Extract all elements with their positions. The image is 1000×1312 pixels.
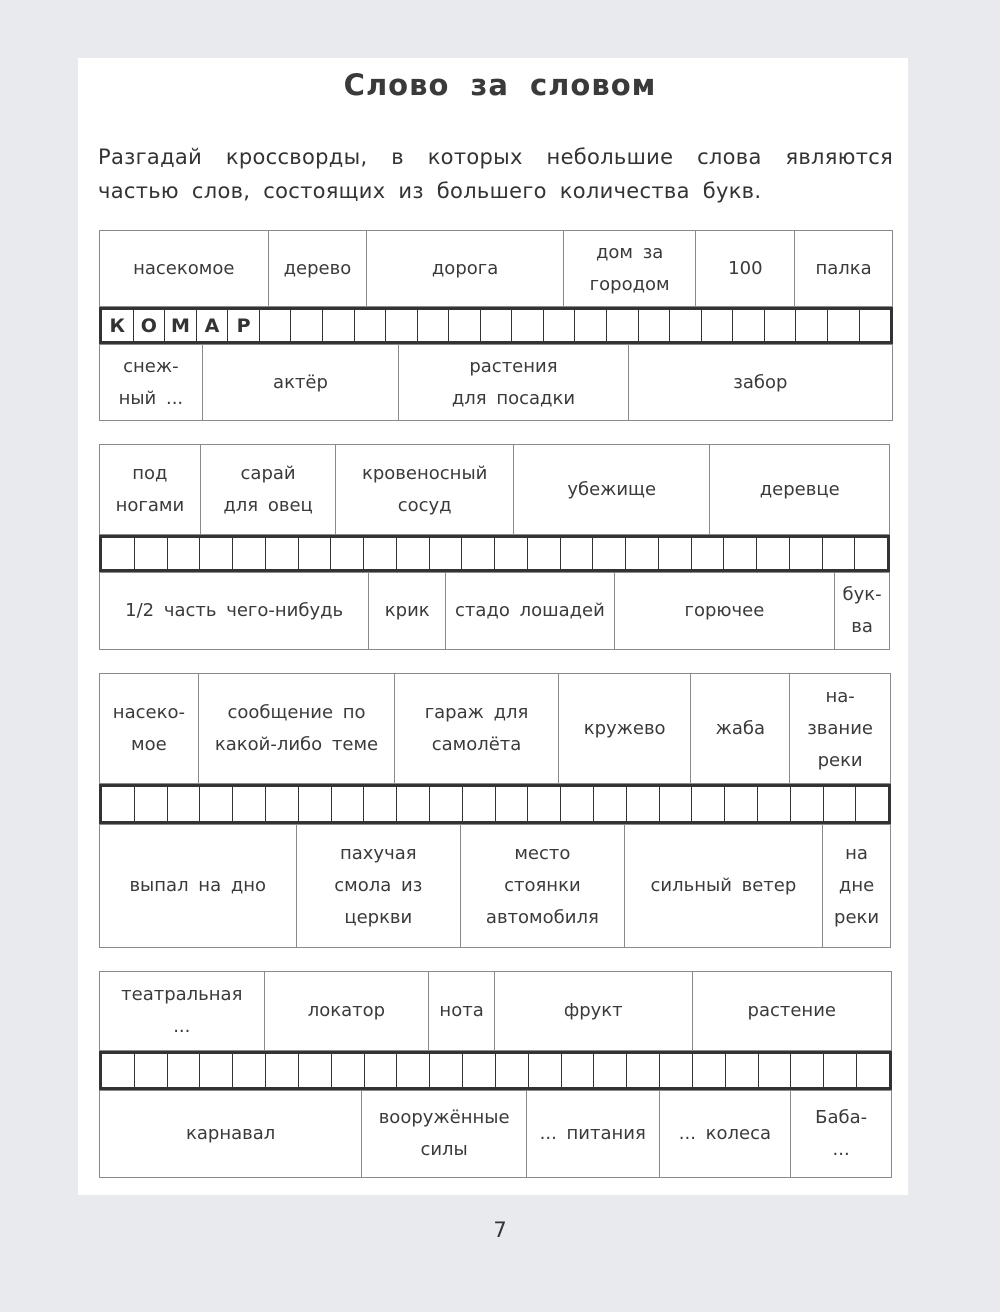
grid-cell[interactable]: [135, 787, 168, 821]
clue-cell: убежище: [514, 445, 711, 534]
grid-cell[interactable]: [639, 310, 671, 341]
top-clue-row: [99, 444, 890, 535]
grid-cell[interactable]: [496, 787, 529, 821]
grid-cell[interactable]: [200, 787, 233, 821]
grid-cell[interactable]: [200, 1054, 233, 1087]
clue-cell: насекомое: [100, 231, 269, 306]
clue-cell: крик: [369, 573, 446, 649]
grid-cell[interactable]: [200, 538, 233, 569]
grid-cell[interactable]: [824, 1054, 857, 1087]
clue-cell: выпал на дно: [100, 825, 297, 947]
clue-cell: дорога: [367, 231, 564, 306]
grid-cell[interactable]: [266, 538, 299, 569]
grid-cell[interactable]: [102, 787, 135, 821]
clue-cell: место стоянки автомобиля: [461, 825, 625, 947]
grid-cell[interactable]: [594, 1054, 627, 1087]
grid-cell[interactable]: [562, 1054, 595, 1087]
clue-cell: под ногами: [100, 445, 201, 534]
grid-cell[interactable]: [233, 538, 266, 569]
clue-cell: растение: [747, 1000, 836, 1021]
grid-cell[interactable]: [355, 310, 387, 341]
clue-cell: карнавал: [100, 1091, 362, 1177]
grid-cell[interactable]: [332, 787, 365, 821]
grid-cell[interactable]: [824, 787, 857, 821]
clue-cell: стадо лошадей: [446, 573, 615, 649]
clue-cell: дом за городом: [564, 231, 697, 306]
grid-cell[interactable]: [260, 310, 292, 341]
grid-cell[interactable]: [102, 1054, 135, 1087]
grid-cell[interactable]: [386, 310, 418, 341]
grid-cell[interactable]: [463, 1054, 496, 1087]
clue-cell: театральная ...: [100, 972, 265, 1050]
clue-cell: ... питания: [527, 1091, 660, 1177]
grid-cell[interactable]: [332, 1054, 365, 1087]
clue-cell: сообщение по какой-либо теме: [199, 674, 395, 783]
grid-cell[interactable]: [791, 1054, 824, 1087]
grid-cell[interactable]: [627, 787, 660, 821]
clue-cell: на- звание реки: [807, 685, 873, 771]
grid-cell[interactable]: [299, 787, 332, 821]
grid-cell[interactable]: [495, 538, 528, 569]
grid-cell[interactable]: [724, 538, 757, 569]
grid-cell[interactable]: [796, 310, 828, 341]
grid-cell[interactable]: [758, 787, 791, 821]
grid-cell[interactable]: [593, 538, 626, 569]
clue-cell: пахучая смола из церкви: [297, 825, 462, 947]
answer-grid: [99, 307, 893, 344]
clue-cell: вооружённые силы: [362, 1091, 527, 1177]
grid-cell[interactable]: [828, 310, 860, 341]
grid-cell[interactable]: [463, 787, 496, 821]
grid-cell[interactable]: [759, 1054, 792, 1087]
clue-cell: бук- ва: [842, 584, 882, 637]
grid-cell[interactable]: [702, 310, 734, 341]
bottom-clue-row: [99, 572, 890, 650]
clue-cell: фрукт: [495, 972, 693, 1050]
clue-cell: сильный ветер: [625, 825, 823, 947]
clue-cell: 100: [696, 231, 795, 306]
grid-cell[interactable]: [528, 787, 561, 821]
grid-cell[interactable]: [168, 538, 201, 569]
grid-cell[interactable]: [365, 1054, 398, 1087]
clue-cell: сарай для овец: [201, 445, 337, 534]
clue-cell: локатор: [265, 972, 430, 1050]
grid-cell[interactable]: [364, 538, 397, 569]
clue-cell: Баба- ...: [815, 1107, 868, 1160]
clue-cell: забор: [733, 371, 788, 393]
grid-cell[interactable]: [233, 1054, 266, 1087]
clue-cell: кружево: [559, 674, 692, 783]
grid-cell[interactable]: [561, 787, 594, 821]
grid-cell[interactable]: [529, 1054, 562, 1087]
grid-cell[interactable]: [733, 310, 765, 341]
grid-cell[interactable]: [512, 310, 544, 341]
grid-cell[interactable]: [660, 1054, 693, 1087]
grid-cell[interactable]: [607, 310, 639, 341]
grid-cell[interactable]: [528, 538, 561, 569]
grid-cell[interactable]: [757, 538, 790, 569]
grid-cell[interactable]: [670, 310, 702, 341]
clue-cell: актёр: [203, 345, 400, 420]
grid-cell[interactable]: [102, 538, 135, 569]
grid-cell[interactable]: М: [165, 310, 197, 341]
instructions-line-2: частью слов, состоящих из большего количества букв.: [98, 179, 762, 203]
grid-cell[interactable]: [481, 310, 513, 341]
grid-cell[interactable]: [790, 538, 823, 569]
top-clue-row: [99, 230, 893, 307]
bottom-clue-row: [99, 1090, 892, 1178]
grid-cell[interactable]: [299, 1054, 332, 1087]
grid-cell[interactable]: [397, 787, 430, 821]
answer-grid: [99, 535, 890, 572]
clue-cell: кровеносный сосуд: [336, 445, 514, 534]
grid-cell[interactable]: [449, 310, 481, 341]
clue-cell: насеко- мое: [100, 674, 199, 783]
grid-cell[interactable]: [291, 310, 323, 341]
grid-cell[interactable]: [626, 538, 659, 569]
clue-cell: деревце: [759, 478, 840, 500]
clue-cell: ... колеса: [660, 1091, 792, 1177]
grid-cell[interactable]: [823, 538, 856, 569]
grid-cell[interactable]: [430, 1054, 463, 1087]
grid-cell[interactable]: [430, 538, 463, 569]
grid-cell[interactable]: [561, 538, 594, 569]
grid-cell[interactable]: [364, 787, 397, 821]
grid-cell[interactable]: [765, 310, 797, 341]
grid-cell[interactable]: [857, 1054, 889, 1087]
grid-cell[interactable]: [860, 310, 891, 341]
grid-cell[interactable]: [855, 538, 887, 569]
grid-cell[interactable]: К: [102, 310, 134, 341]
grid-cell[interactable]: [692, 538, 725, 569]
grid-cell[interactable]: [168, 1054, 201, 1087]
grid-cell[interactable]: [233, 787, 266, 821]
grid-cell[interactable]: [725, 787, 758, 821]
grid-cell[interactable]: [299, 538, 332, 569]
clue-cell: гараж для самолёта: [395, 674, 559, 783]
grid-cell[interactable]: [544, 310, 576, 341]
answer-grid: [99, 1051, 892, 1090]
grid-cell[interactable]: [397, 1054, 430, 1087]
grid-cell[interactable]: [323, 310, 355, 341]
answer-grid: [99, 784, 891, 824]
grid-cell[interactable]: [397, 538, 430, 569]
grid-cell[interactable]: О: [134, 310, 166, 341]
page-number: 7: [493, 1218, 507, 1242]
bottom-clue-row: [99, 344, 893, 421]
clue-cell: растения для посадки: [399, 345, 628, 420]
clue-cell: жаба: [691, 674, 790, 783]
grid-cell[interactable]: [266, 787, 299, 821]
grid-cell[interactable]: [135, 538, 168, 569]
grid-cell[interactable]: [660, 787, 693, 821]
grid-cell[interactable]: [331, 538, 364, 569]
grid-cell[interactable]: [462, 538, 495, 569]
grid-cell[interactable]: [726, 1054, 759, 1087]
top-clue-row: [99, 673, 891, 784]
clue-cell: нота: [429, 972, 495, 1050]
bottom-clue-row: [99, 824, 891, 948]
clue-cell: горючее: [615, 573, 835, 649]
grid-cell[interactable]: [135, 1054, 168, 1087]
grid-cell[interactable]: [791, 787, 824, 821]
grid-cell[interactable]: [168, 787, 201, 821]
clue-cell: снеж- ный ...: [100, 345, 203, 420]
grid-cell[interactable]: [266, 1054, 299, 1087]
grid-cell[interactable]: Р: [228, 310, 260, 341]
grid-cell[interactable]: [575, 310, 607, 341]
clue-cell: дерево: [269, 231, 368, 306]
grid-cell[interactable]: [856, 787, 888, 821]
grid-cell[interactable]: [627, 1054, 660, 1087]
top-clue-row: [99, 971, 892, 1051]
page-title: Слово за словом: [343, 68, 657, 102]
instructions-line-1: Разгадай кроссворды, в которых небольшие слова являются: [98, 145, 893, 169]
grid-cell[interactable]: [659, 538, 692, 569]
grid-cell[interactable]: [430, 787, 463, 821]
grid-cell[interactable]: А: [197, 310, 229, 341]
clue-cell: 1/2 часть чего-нибудь: [100, 573, 369, 649]
grid-cell[interactable]: [692, 787, 725, 821]
clue-cell: палка: [815, 257, 872, 279]
grid-cell[interactable]: [418, 310, 450, 341]
instructions: [98, 140, 893, 208]
grid-cell[interactable]: [594, 787, 627, 821]
grid-cell[interactable]: [693, 1054, 726, 1087]
clue-cell: на дне реки: [834, 843, 880, 928]
grid-cell[interactable]: [496, 1054, 529, 1087]
